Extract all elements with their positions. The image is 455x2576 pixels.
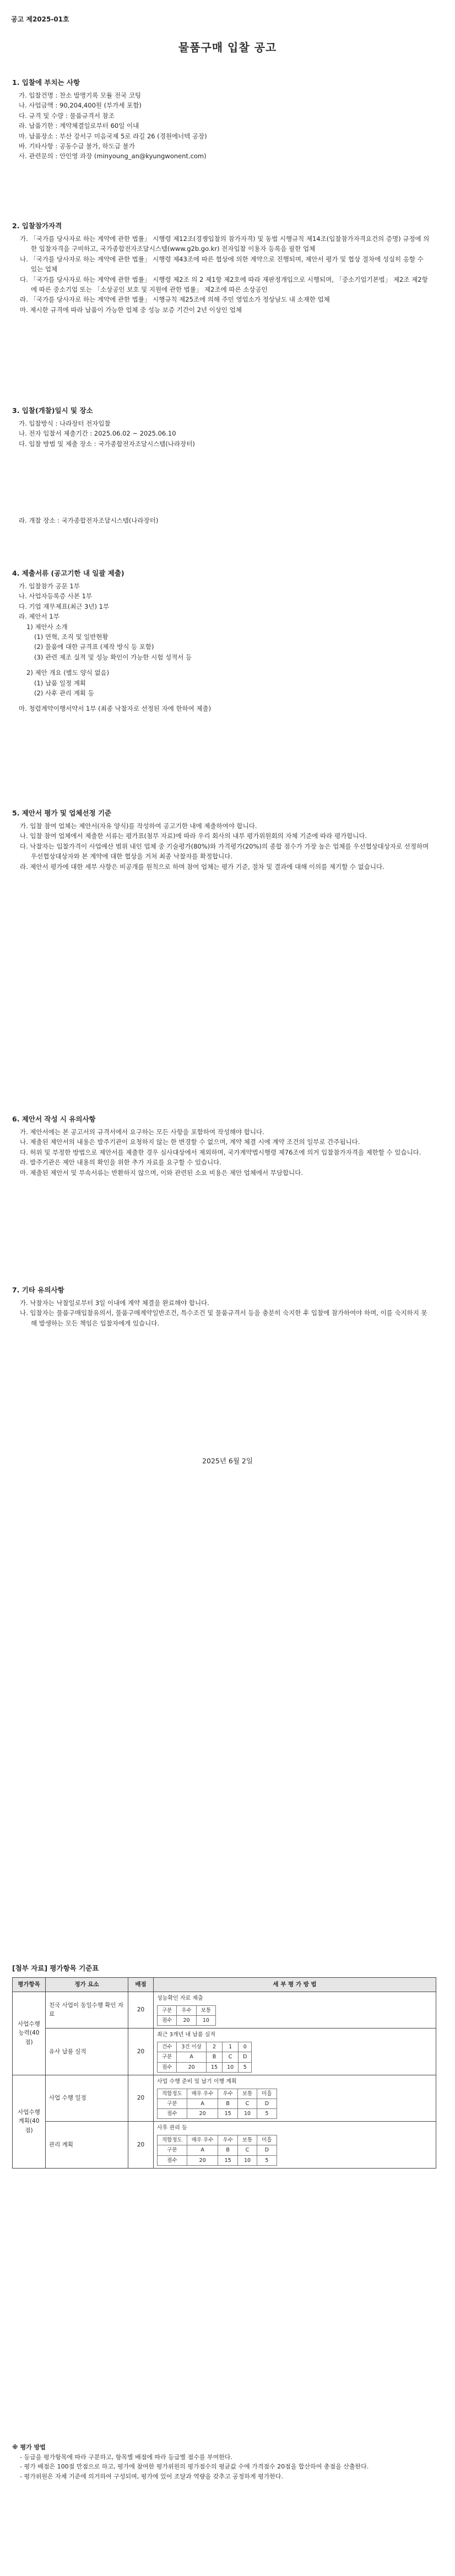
grid-cell: 우수 <box>177 2005 196 2015</box>
notes-item: - 평가 배점은 100점 만점으로 하고, 평가에 참여한 평가위원의 평가점수의 평균값 수에 가격점수 20점을 합산하여 총점을 산출한다. <box>20 2463 369 2471</box>
table-header: 평가항목 <box>13 1978 46 1992</box>
grid-cell: 10 <box>223 2062 239 2072</box>
grid-cell: 점수 <box>158 2109 187 2119</box>
section-1-title: 1. 입찰에 부치는 사항 <box>12 78 80 87</box>
section-1 <box>12 77 431 162</box>
element-cell: 유사 납품 실적 <box>46 2028 128 2075</box>
annex-title: [첨부 자료] 평가항목 기준표 <box>12 1964 99 1972</box>
grade-grid <box>157 2135 277 2166</box>
score-cell: 20 <box>128 2075 154 2122</box>
grid-cell: 매우 우수 <box>187 2135 218 2145</box>
grid-cell: 5 <box>257 2109 277 2119</box>
s4-sub-heading: 2) 제안 개요 (별도 양식 없음) <box>26 669 110 677</box>
grid-cell: 보통 <box>237 2089 257 2099</box>
section-7 <box>12 1285 431 1328</box>
method-label: 최근 3개년 내 납품 실적 <box>157 2032 216 2038</box>
s4-item: 다. 기업 재무제표(최근 3년) 1부 <box>19 602 110 610</box>
grid-cell: 미흡 <box>257 2135 277 2145</box>
group-cell: 사업수행능력(40점) <box>13 1992 46 2075</box>
s7-item: 나. 입찰자는 물품구매입찰유의서, 물품구매계약일반조건, 특수조건 및 물품규격서 등을 충분히 숙지한 후 입찰에 참가하여야 하며, 이를 숙지하지 못해 발생하는 모든 책임은 입찰자에게 있습니다. <box>20 1309 427 1327</box>
s1-item: 라. 납품기한 : 계약체결일로부터 60일 이내 <box>19 122 139 130</box>
grade-grid <box>157 2005 216 2026</box>
method-label: 사후 관리 등 <box>157 2125 187 2132</box>
s1-item: 가. 입찰건명 : 찬소 발명기록 모듈 전국 코팅 <box>19 92 141 99</box>
s1-item: 다. 규격 및 수량 : 물품규격서 참조 <box>19 111 115 120</box>
table-header: 세 부 평 가 방 법 <box>154 1978 436 1992</box>
grade-grid <box>157 2042 252 2073</box>
s4-sub-item: (3) 관련 제조 실적 및 성능 확인이 가능한 시험 성적서 등 <box>34 653 192 661</box>
grid-cell: 5 <box>239 2062 252 2072</box>
s6-item: 라. 발주기관은 제안 내용의 확인을 위한 추가 자료를 요구할 수 있습니다. <box>20 1158 222 1167</box>
annex-evaluation <box>12 1963 436 2169</box>
grid-cell: 우수 <box>218 2135 237 2145</box>
grid-cell: 적합정도 <box>158 2089 187 2099</box>
s4-item: 나. 사업자등록증 사본 1부 <box>19 592 93 600</box>
s4-item: 라. 제안서 1부 <box>19 613 59 621</box>
grid-cell: 적합정도 <box>158 2135 187 2145</box>
s6-item: 가. 제안서에는 본 공고서의 규격서에서 요구하는 모든 사항을 포함하여 작성해야 합니다. <box>20 1128 264 1136</box>
grid-cell: 0 <box>239 2042 252 2052</box>
table-row <box>13 2122 436 2169</box>
grid-cell: 15 <box>218 2155 237 2165</box>
grid-cell: D <box>257 2145 277 2155</box>
grid-cell: 10 <box>237 2109 257 2119</box>
s3-item: 라. 개찰 장소 : 국가종합전자조달시스템(나라장터) <box>19 517 159 524</box>
s4-sub-item: (1) 연혁, 조직 및 일반현황 <box>34 632 109 641</box>
grid-cell: 10 <box>196 2015 215 2025</box>
s1-item: 바. 기타사항 : 공동수급 불가, 하도급 불가 <box>19 142 135 150</box>
element-cell: 친국 사업이 동일수행 확인 자료 <box>46 1992 128 2028</box>
element-cell: 사업 수행 일정 <box>46 2075 128 2122</box>
section-2-title: 2. 입찰참가자격 <box>12 222 62 230</box>
group-cell: 사업수행계획(40점) <box>13 2075 46 2168</box>
grid-cell: 점수 <box>158 2062 177 2072</box>
grid-cell: D <box>257 2099 277 2108</box>
grid-cell: 보통 <box>237 2135 257 2145</box>
grid-cell: C <box>237 2099 257 2108</box>
s1-item: 사. 관련문의 : 안인영 과장 (minyoung_an@kyungwonent.com) <box>19 152 207 160</box>
grid-cell: 미흡 <box>257 2089 277 2099</box>
table-header: 정가 요소 <box>46 1978 128 1992</box>
grid-cell: 3건 이상 <box>177 2042 207 2052</box>
grid-cell: 1 <box>223 2042 239 2052</box>
section-3-title: 3. 입찰(개찰)일시 및 장소 <box>12 406 93 415</box>
s6-item: 마. 제출된 제안서 및 부속서류는 반환하지 않으며, 이와 관련된 소요 비용은 제안 업체에서 부담합니다. <box>20 1168 303 1177</box>
score-cell: 20 <box>128 2122 154 2169</box>
section-4 <box>12 568 431 714</box>
notice-number: 공고 제2025-01호 <box>11 15 69 23</box>
method-cell <box>154 2075 436 2122</box>
s3-opening-place <box>12 516 431 525</box>
grid-cell: 점수 <box>158 2015 177 2025</box>
s3-item: 나. 전자 입찰서 제출기간 : 2025.06.02 ~ 2025.06.10 <box>19 430 176 438</box>
grid-cell: 우수 <box>218 2089 237 2099</box>
s2-item: 가. 「국가를 당사자로 하는 계약에 관한 법률」 시행령 제12조(경쟁입찰의 참가자격) 및 동법 시행규칙 제14조(입찰참가자격요건의 증명) 규정에 의한 입찰자격을 구비하고, 국가종합전자조달시스템(www.g2b.go.kr) 전자입찰 이용자 등록을 필한 업체 <box>20 235 430 253</box>
page-title: 물품구매 입찰 공고 <box>178 41 277 54</box>
s5-item: 라. 제안서 평가에 대한 세부 사항은 비공개를 원칙으로 하며 참여 업체는 평가 기준, 절차 및 결과에 대해 이의를 제기할 수 없습니다. <box>20 862 384 871</box>
s2-item: 나. 「국가를 당사자로 하는 계약에 관한 법률」 시행령 제43조에 따른 협상에 의한 계약으로 진행되며, 제안서 평가 및 협상 절차에 성실히 응할 수 있는 업체 <box>20 255 424 273</box>
s2-item: 라. 「국가를 당사자로 하는 계약에 관한 법률」 시행규칙 제25조에 의해 주민 영업소가 정상남도 내 소재한 업체 <box>20 296 330 304</box>
grid-cell: 건수 <box>158 2042 177 2052</box>
grid-cell: 15 <box>206 2062 222 2072</box>
section-4-title: 4. 제출서류 (공고기한 내 일괄 제출) <box>12 569 124 577</box>
method-cell <box>154 2028 436 2075</box>
table-header: 배점 <box>128 1978 154 1992</box>
section-6-title: 6. 제안서 작성 시 유의사항 <box>12 1115 96 1123</box>
section-5-title: 5. 제안서 평가 및 업체선정 기준 <box>12 809 112 817</box>
evaluation-table <box>12 1977 436 2169</box>
grid-cell: 점수 <box>158 2155 187 2165</box>
grid-cell: 보통 <box>196 2005 215 2015</box>
s4-item: 가. 입찰참가 공문 1부 <box>19 582 80 590</box>
grid-cell: B <box>218 2145 237 2155</box>
grid-cell: 20 <box>187 2155 218 2165</box>
s7-item: 가. 낙찰자는 낙찰일로부터 3일 이내에 계약 체결을 완료해야 합니다. <box>20 1299 209 1307</box>
grade-grid <box>157 2089 277 2119</box>
s6-item: 다. 허위 및 부정한 방법으로 제안서를 제출한 경우 심사대상에서 제외하며, 국가계약법시행령 제76조에 의거 입찰참가자격을 제한할 수 있습니다. <box>20 1148 421 1156</box>
method-label: 사업 수행 준비 및 납기 이행 계획 <box>157 2078 237 2085</box>
notes-title: ※ 평가 방법 <box>12 2444 46 2451</box>
section-5 <box>12 808 431 872</box>
element-cell: 관리 계획 <box>46 2122 128 2169</box>
grid-cell: A <box>187 2099 218 2108</box>
s4-sub-item: (1) 납품 일정 계획 <box>34 679 86 687</box>
grid-cell: A <box>187 2145 218 2155</box>
grid-cell: B <box>206 2052 222 2062</box>
section-6 <box>12 1114 431 1178</box>
s4-sub-item: (2) 물품에 대한 규격표 (제작 방식 등 포함) <box>34 643 154 651</box>
table-row <box>13 2075 436 2122</box>
grid-cell: C <box>223 2052 239 2062</box>
grid-cell: 20 <box>187 2109 218 2119</box>
section-7-title: 7. 기타 유의사항 <box>12 1286 64 1294</box>
grid-cell: 구분 <box>158 2099 187 2108</box>
s1-item: 마. 납품장소 : 부산 강서구 미음국제 5로 라길 26 (경원에너텍 공장) <box>19 132 207 140</box>
grid-cell: 10 <box>237 2155 257 2165</box>
s5-item: 나. 입찰 참여 업체에서 제출한 서류는 평가표(첨부 자료)에 따라 우리 회사의 내부 평가위원회의 자체 기준에 따라 평가합니다. <box>20 832 367 840</box>
s1-item: 나. 사업금액 : 90,204,400원 (부가세 포함) <box>19 101 142 110</box>
s2-item: 다. 「국가를 당사자로 하는 계약에 관한 법률」 시행령 제2조 의 2 제1항 제2호에 따라 재판정개입으로 시행되며, 「중소기업기본법」 제2조 제2항에 따른 중소기업 또는 「소상공인 보호 및 지원에 관한 법률」 제2조에 따른 소상공인 <box>20 275 428 293</box>
grid-cell: 2 <box>206 2042 222 2052</box>
grid-cell: 20 <box>177 2015 196 2025</box>
s5-item: 가. 입찰 참여 업체는 제안서(자유 양식)를 작성하여 공고기한 내에 제출하여야 합니다. <box>20 822 257 830</box>
s2-item: 마. 제시한 규격에 따라 납품이 가능한 업체 중 성능 보증 기간이 2년 이상인 업체 <box>20 305 242 314</box>
grid-cell: B <box>218 2099 237 2108</box>
score-cell: 20 <box>128 2028 154 2075</box>
method-label: 성능확인 자료 제출 <box>157 1995 203 2001</box>
notes-item: - 평가위원은 자체 기준에 의거하여 구성되며, 평가에 있어 조달과 역량을 갖추고 공정하게 평가한다. <box>20 2472 283 2480</box>
method-cell <box>154 1992 436 2028</box>
table-row <box>13 1992 436 2028</box>
section-2 <box>12 221 431 315</box>
s4-sub-heading: 1) 제안사 소개 <box>26 622 68 631</box>
grid-cell: C <box>237 2145 257 2155</box>
grid-cell: 5 <box>257 2155 277 2165</box>
notice-date: 2025년 6월 2일 <box>202 1457 253 1465</box>
s3-item: 다. 입찰 방법 및 제출 장소 : 국가종합전자조달시스템(나라장터) <box>19 439 195 448</box>
s4-item: 마. 청렴계약이행서약서 1부 (최종 낙찰자로 선정된 자에 한하여 제출) <box>19 705 212 713</box>
grid-cell: 구분 <box>158 2145 187 2155</box>
s4-sub-item: (2) 사후 관리 계획 등 <box>34 689 94 697</box>
score-cell: 20 <box>128 1992 154 2028</box>
s5-item: 다. 낙찰자는 입찰가격이 사업예산 범위 내인 업체 중 기술평가(80%)와 가격평가(20%)의 종합 점수가 가장 높은 업체를 우선협상대상자로 선정하며 우선협상대상자와 본 계약에 대한 협상을 거쳐 최종 낙찰자를 확정합니다. <box>20 842 429 861</box>
s3-item: 가. 입찰방식 : 나라장터 전자입찰 <box>19 420 111 427</box>
evaluation-notes <box>12 2443 436 2481</box>
grid-cell: 매우 우수 <box>187 2089 218 2099</box>
s6-item: 나. 제출된 제안서의 내용은 발주기관이 요청하지 않는 한 변경할 수 없으며, 계약 체결 시에 계약 조건의 일부로 간주됩니다. <box>20 1138 360 1146</box>
grid-cell: A <box>177 2052 207 2062</box>
table-row <box>13 2028 436 2075</box>
grid-cell: 15 <box>218 2109 237 2119</box>
section-3 <box>12 405 431 449</box>
notes-item: - 등급을 평가항목에 따라 구분하고, 항목별 배점에 따라 등급별 점수를 부여한다. <box>20 2453 232 2461</box>
grid-cell: D <box>239 2052 252 2062</box>
grid-cell: 20 <box>177 2062 207 2072</box>
method-cell <box>154 2122 436 2169</box>
grid-cell: 구분 <box>158 2005 177 2015</box>
grid-cell: 구분 <box>158 2052 177 2062</box>
